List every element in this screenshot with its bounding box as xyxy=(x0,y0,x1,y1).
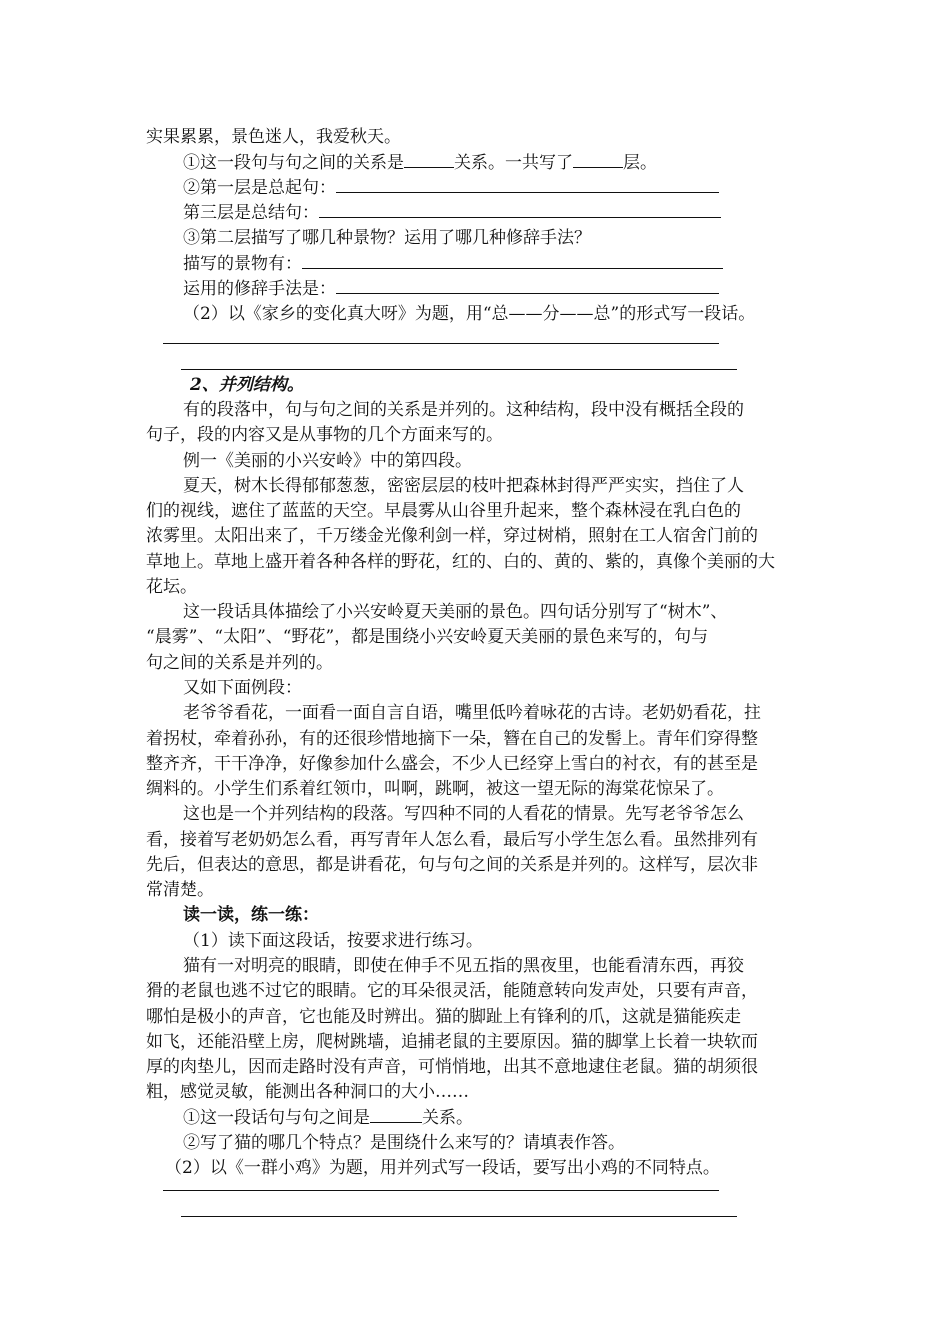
example-title: 又如下面例段： xyxy=(183,678,302,698)
answer-blank[interactable] xyxy=(370,1106,422,1123)
text-line: 浓雾里。太阳出来了，千万缕金光像利剑一样，穿过树梢，照射在工人宿舍门前的 xyxy=(146,526,758,546)
question-cat-relation: ①这一段话句与句之间是 关系。 xyxy=(183,1108,473,1128)
text-line: 这一段话具体描绘了小兴安岭夏天美丽的景色。四句话分别写了“树木”、 xyxy=(183,602,728,622)
practice-heading: 读一读，练一练： xyxy=(183,905,319,925)
text-line: 如飞，还能沿壁上房，爬树跳墙，追捕老鼠的主要原因。猫的脚掌上长着一块软而 xyxy=(146,1032,758,1052)
text-line: 粗，感觉灵敏，能测出各种洞口的大小…… xyxy=(146,1082,469,1102)
question-opening-sentence: ②第一层是总起句： xyxy=(183,176,719,200)
text-line: 整齐齐，干干净净，好像参加什么盛会，不少人已经穿上雪白的衬衣，有的甚至是 xyxy=(146,754,758,774)
text-line: 草地上。草地上盛开着各种各样的野花，红的、白的、黄的、紫的，真像个美丽的大 xyxy=(146,552,775,572)
text-line: 句之间的关系是并列的。 xyxy=(146,653,333,673)
question-cat-features: ②写了猫的哪几个特点？是围绕什么来写的？请填表作答。 xyxy=(183,1133,625,1153)
question-scenery: 描写的景物有： xyxy=(183,252,723,276)
question-relation: ①这一段句与句之间的关系是 关系。一共写了 层。 xyxy=(183,153,657,173)
answer-blank[interactable] xyxy=(573,151,623,168)
text-line: 老爷爷看花，一面看一面自言自语，嘴里低吟着咏花的古诗。老奶奶看花，拄 xyxy=(183,703,761,723)
writing-task-1: （2）以《家乡的变化真大呀》为题，用“总——分——总”的形式写一段话。 xyxy=(183,304,756,324)
text-line: 哪怕是极小的声音，它也能及时辨出。猫的脚趾上有锋利的爪，这就是猫能疾走 xyxy=(146,1007,741,1027)
text-line: 夏天，树木长得郁郁葱葱，密密层层的枝叶把森林封得严严实实，挡住了人 xyxy=(183,476,744,496)
text-line: 猫有一对明亮的眼睛，即使在伸手不见五指的黑夜里，也能看清东西，再狡 xyxy=(183,956,744,976)
question-scenery-rhetoric: ③第二层描写了哪几种景物？运用了哪几种修辞手法？ xyxy=(183,228,591,248)
writing-line[interactable] xyxy=(181,1216,737,1217)
example-title: 例一《美丽的小兴安岭》中的第四段。 xyxy=(183,451,472,471)
answer-blank[interactable] xyxy=(336,176,719,193)
writing-line[interactable] xyxy=(181,369,737,370)
text-line: 句子，段的内容又是从事物的几个方面来写的。 xyxy=(146,425,503,445)
text-line: 们的视线，遮住了蓝蓝的天空。早晨雾从山谷里升起来，整个森林浸在乳白色的 xyxy=(146,501,741,521)
text-line: 绸料的。小学生们系着红领巾，叫啊，跳啊，被这一望无际的海棠花惊呆了。 xyxy=(146,779,724,799)
question-rhetoric: 运用的修辞手法是： xyxy=(183,277,719,301)
answer-blank[interactable] xyxy=(336,277,719,294)
text-line: 这也是一个并列结构的段落。写四种不同的人看花的情景。先写老爷爷怎么 xyxy=(183,804,744,824)
question-closing-sentence: 第三层是总结句： xyxy=(183,201,721,225)
answer-blank[interactable] xyxy=(319,201,721,218)
text-line: 厚的肉垫儿，因而走路时没有声音，可悄悄地，出其不意地逮住老鼠。猫的胡须很 xyxy=(146,1057,758,1077)
text-line: 着拐杖，牵着孙孙，有的还很珍惜地摘下一朵，簪在自己的发髻上。青年们穿得整 xyxy=(146,729,758,749)
text-line: 有的段落中，句与句之间的关系是并列的。这种结构，段中没有概括全段的 xyxy=(183,400,744,420)
answer-blank[interactable] xyxy=(302,252,723,269)
writing-task-2: （2）以《一群小鸡》为题，用并列式写一段话，要写出小鸡的不同特点。 xyxy=(165,1158,720,1178)
answer-blank[interactable] xyxy=(404,151,454,168)
text-line: 常清楚。 xyxy=(146,880,214,900)
text-line: 看，接着写老奶奶怎么看，再写青年人怎么看，最后写小学生怎么看。虽然排列有 xyxy=(146,830,758,850)
text-line: 实果累累，景色迷人，我爱秋天。 xyxy=(146,127,401,147)
text-line: 猾的老鼠也逃不过它的眼睛。它的耳朵很灵活，能随意转向发声处，只要有声音， xyxy=(146,981,758,1001)
writing-line[interactable] xyxy=(163,343,719,344)
writing-line[interactable] xyxy=(163,1190,719,1191)
text-line: 先后，但表达的意思，都是讲看花，句与句之间的关系是并列的。这样写，层次非 xyxy=(146,855,758,875)
section-heading: 2、并列结构。 xyxy=(190,375,304,395)
text-line: 花坛。 xyxy=(146,577,197,597)
practice-question: （1）读下面这段话，按要求进行练习。 xyxy=(183,931,483,951)
text-line: “晨雾”、“太阳”、“野花”，都是围绕小兴安岭夏天美丽的景色来写的，句与 xyxy=(146,627,709,647)
